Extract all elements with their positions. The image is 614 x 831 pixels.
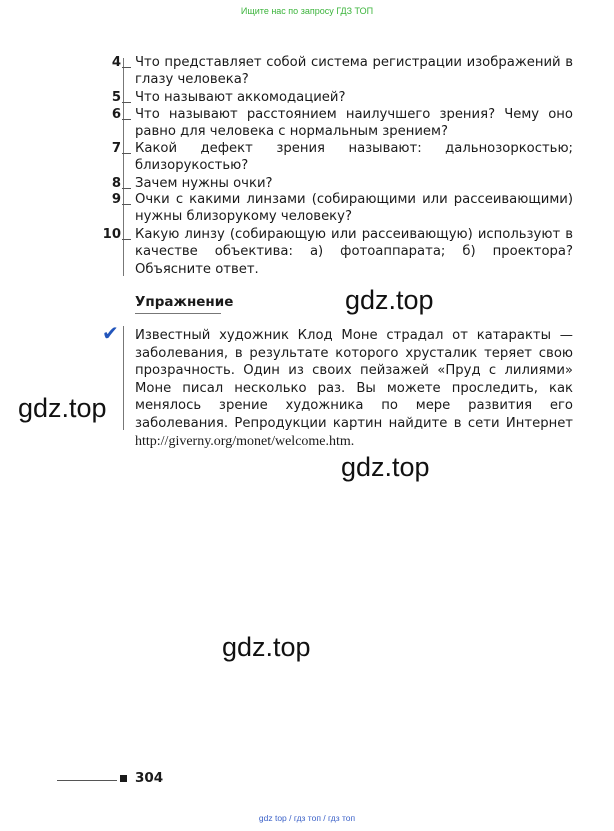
question-text: Какой дефект зрения называют: дальнозоркостью; близорукостью? [135, 141, 573, 174]
question-marker [122, 102, 131, 103]
top-banner[interactable]: Ищите нас по запросу ГДЗ ТОП [240, 6, 374, 16]
question-marker [122, 239, 131, 240]
question-text: Что представляет собой система регистрации изображений в глазу человека? [135, 55, 573, 88]
question-item [111, 54, 573, 89]
exercise-title: Упражнение [135, 294, 234, 310]
question-marker [122, 204, 131, 205]
exercise-title-underline [135, 313, 221, 314]
question-item [102, 226, 573, 278]
watermark: gdz.top [345, 285, 434, 315]
page-number: 304 [135, 770, 164, 786]
question-item [111, 140, 573, 175]
question-number: 9 [111, 192, 121, 207]
exercise-text [135, 327, 573, 450]
question-number: 4 [111, 55, 121, 70]
question-text: Очки с какими линзами (собирающими или рассеивающими) нужны близорукому человеку? [135, 192, 573, 225]
question-marker [122, 67, 131, 68]
page-number-marker [120, 775, 127, 782]
question-marker [122, 188, 131, 189]
question-margin-rule [123, 58, 124, 276]
exercise-body: Известный художник Клод Моне страдал от катаракты — заболевания, в результате которого хрусталик теряет свою прозрачность. Один из своих пейзажей «Пруд с лилиями» Моне писал несколько раз. Вы можете проследить, как менялось зрение художника по мере развития его заболевания. Репродукции картин найдите в сети Интернет [135, 328, 573, 431]
question-number: 8 [111, 176, 121, 191]
question-text: Какую линзу (собирающую или рассеивающую) используют в качестве объектива: а) фотоаппарата; б) проектора? Объясните ответ. [135, 227, 573, 277]
footer-banner[interactable]: gdz top / гдз топ / гдз топ [258, 813, 356, 823]
question-item [111, 175, 573, 192]
exercise-margin-rule [123, 326, 124, 430]
question-number: 6 [111, 107, 121, 122]
question-item [111, 89, 573, 106]
question-marker [122, 153, 131, 154]
question-number: 5 [111, 90, 121, 105]
watermark: gdz.top [341, 452, 430, 482]
question-item [111, 106, 573, 141]
question-item [111, 191, 573, 226]
page-number-rule [57, 780, 117, 781]
watermark: gdz.top [222, 632, 311, 662]
question-text: Что называют аккомодацией? [135, 90, 346, 105]
question-number: 7 [111, 141, 121, 156]
question-text: Зачем нужны очки? [135, 176, 273, 191]
question-number: 10 [102, 227, 121, 242]
question-text: Что называют расстоянием наилучшего зрения? Чему оно равно для человека с нормальным зрением? [135, 107, 573, 140]
question-marker [122, 119, 131, 120]
watermark: gdz.top [18, 393, 107, 423]
checkmark-icon: ✔ [102, 321, 119, 345]
exercise-url[interactable]: http://giverny.org/monet/welcome.htm. [135, 433, 355, 449]
